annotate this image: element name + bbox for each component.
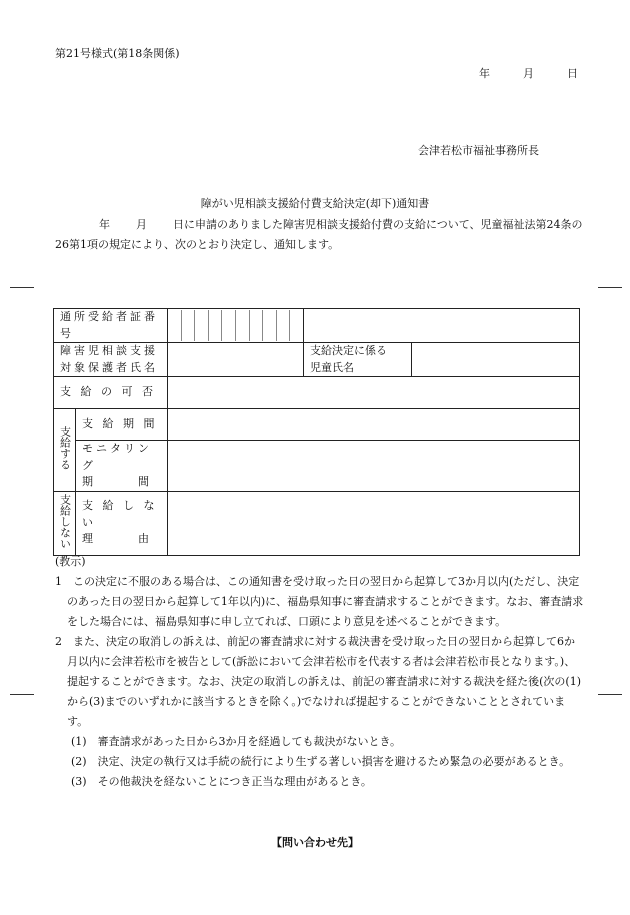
issuer-name: 会津若松市福祉事務所長 <box>418 144 539 157</box>
notes-item-1: 1 この決定に不服のある場合は、この通知書を受け取った日の翌日から起算して3か月以内(ただし、決定のあった日の翌日から起算して1年以内)に、福島県知事に審査請求することができます。なお、審査請求をした場合には、福島県知事に申し立てれば、口頭により意見を述べることができます。 <box>55 575 584 628</box>
label-grant-vertical <box>54 409 76 492</box>
cut-mark-right-bottom <box>598 694 622 695</box>
intro-paragraph <box>55 215 585 255</box>
cut-mark-right-top <box>598 287 622 288</box>
cut-mark-left-bottom <box>10 694 34 695</box>
contact-heading: 【問い合わせ先】 <box>271 836 359 849</box>
label-monitoring-b: 期 間 <box>82 475 152 488</box>
certificate-number-boxes[interactable] <box>168 309 304 343</box>
label-guardian-name <box>54 343 168 377</box>
document-title: 障がい児相談支援給付費支給決定(却下)通知書 <box>200 197 430 210</box>
label-child-name-b: 児童氏名 <box>310 360 354 374</box>
date-day: 日 <box>567 67 578 80</box>
monitoring-period-value[interactable] <box>168 441 580 492</box>
cut-mark-left-top <box>10 287 34 288</box>
intro-year: 年 <box>99 218 110 231</box>
label-certificate-number: 通所受給者証番号 <box>54 309 168 343</box>
date-line <box>479 66 578 83</box>
label-child-name <box>304 343 412 377</box>
grant-period-value[interactable] <box>168 409 580 441</box>
notes-sub-2: (2) 決定、決定の執行又は手続の続行により生ずる著しい損害を避けるため緊急の必要があるとき。 <box>71 755 571 768</box>
label-child-name-a: 支給決定に係る <box>310 344 387 357</box>
guardian-name-value[interactable] <box>168 343 304 377</box>
decision-table <box>53 308 580 556</box>
label-guardian-name-a: 障害児相談支援 <box>60 344 158 357</box>
form-number: 第21号様式(第18条関係) <box>55 47 180 60</box>
notes-item-2: 2 また、決定の取消しの訴えは、前記の審査請求に対する裁決書を受け取った日の翌日から起算して6か月以内に会津若松市を被告として(訴訟において会津若松市を代表する者は会津若松市長となります。)、提起することができます。なお、決定の取消しの訴えは、前記の審査請求に対する裁決を経た後(次の(1)から(3)までのいずれかに該当するときを除く。)でなければ提起することができないこととされています。 <box>55 635 581 728</box>
label-nogrant-reason <box>76 491 168 555</box>
nogrant-reason-value[interactable] <box>168 491 580 555</box>
grant-vertical-text: 支給する <box>58 425 72 470</box>
notes-heading: (教示) <box>55 555 86 568</box>
intro-text: 日に申請のありました障害児相談支援給付費の支給について、児童福祉法第24条の26第1項の規定により、次のとおり決定し、通知します。 <box>55 218 583 251</box>
nogrant-vertical-text: 支給しない <box>58 493 72 549</box>
label-monitoring-a: モニタリング <box>82 442 152 472</box>
date-month: 月 <box>523 67 534 80</box>
notes-sub-1: (1) 審査請求があった日から3か月を経過しても裁決がないとき。 <box>71 735 402 748</box>
label-reason-b: 理 由 <box>82 532 152 546</box>
approval-value[interactable] <box>168 377 580 409</box>
label-grant-period: 支 給 期 間 <box>76 409 168 441</box>
instruction-notes <box>55 552 585 792</box>
label-monitoring-period <box>76 441 168 492</box>
date-year: 年 <box>479 67 490 80</box>
certificate-number-blank[interactable] <box>304 309 580 343</box>
label-nogrant-vertical <box>54 491 76 555</box>
child-name-value[interactable] <box>412 343 580 377</box>
label-guardian-name-b: 対象保護者氏名 <box>60 360 158 374</box>
label-approval: 支 給 の 可 否 <box>54 377 168 409</box>
intro-month: 月 <box>136 218 147 231</box>
notes-sub-3: (3) その他裁決を経ないことにつき正当な理由があるとき。 <box>71 775 372 788</box>
label-reason-a: 支 給 し な い <box>82 499 158 529</box>
